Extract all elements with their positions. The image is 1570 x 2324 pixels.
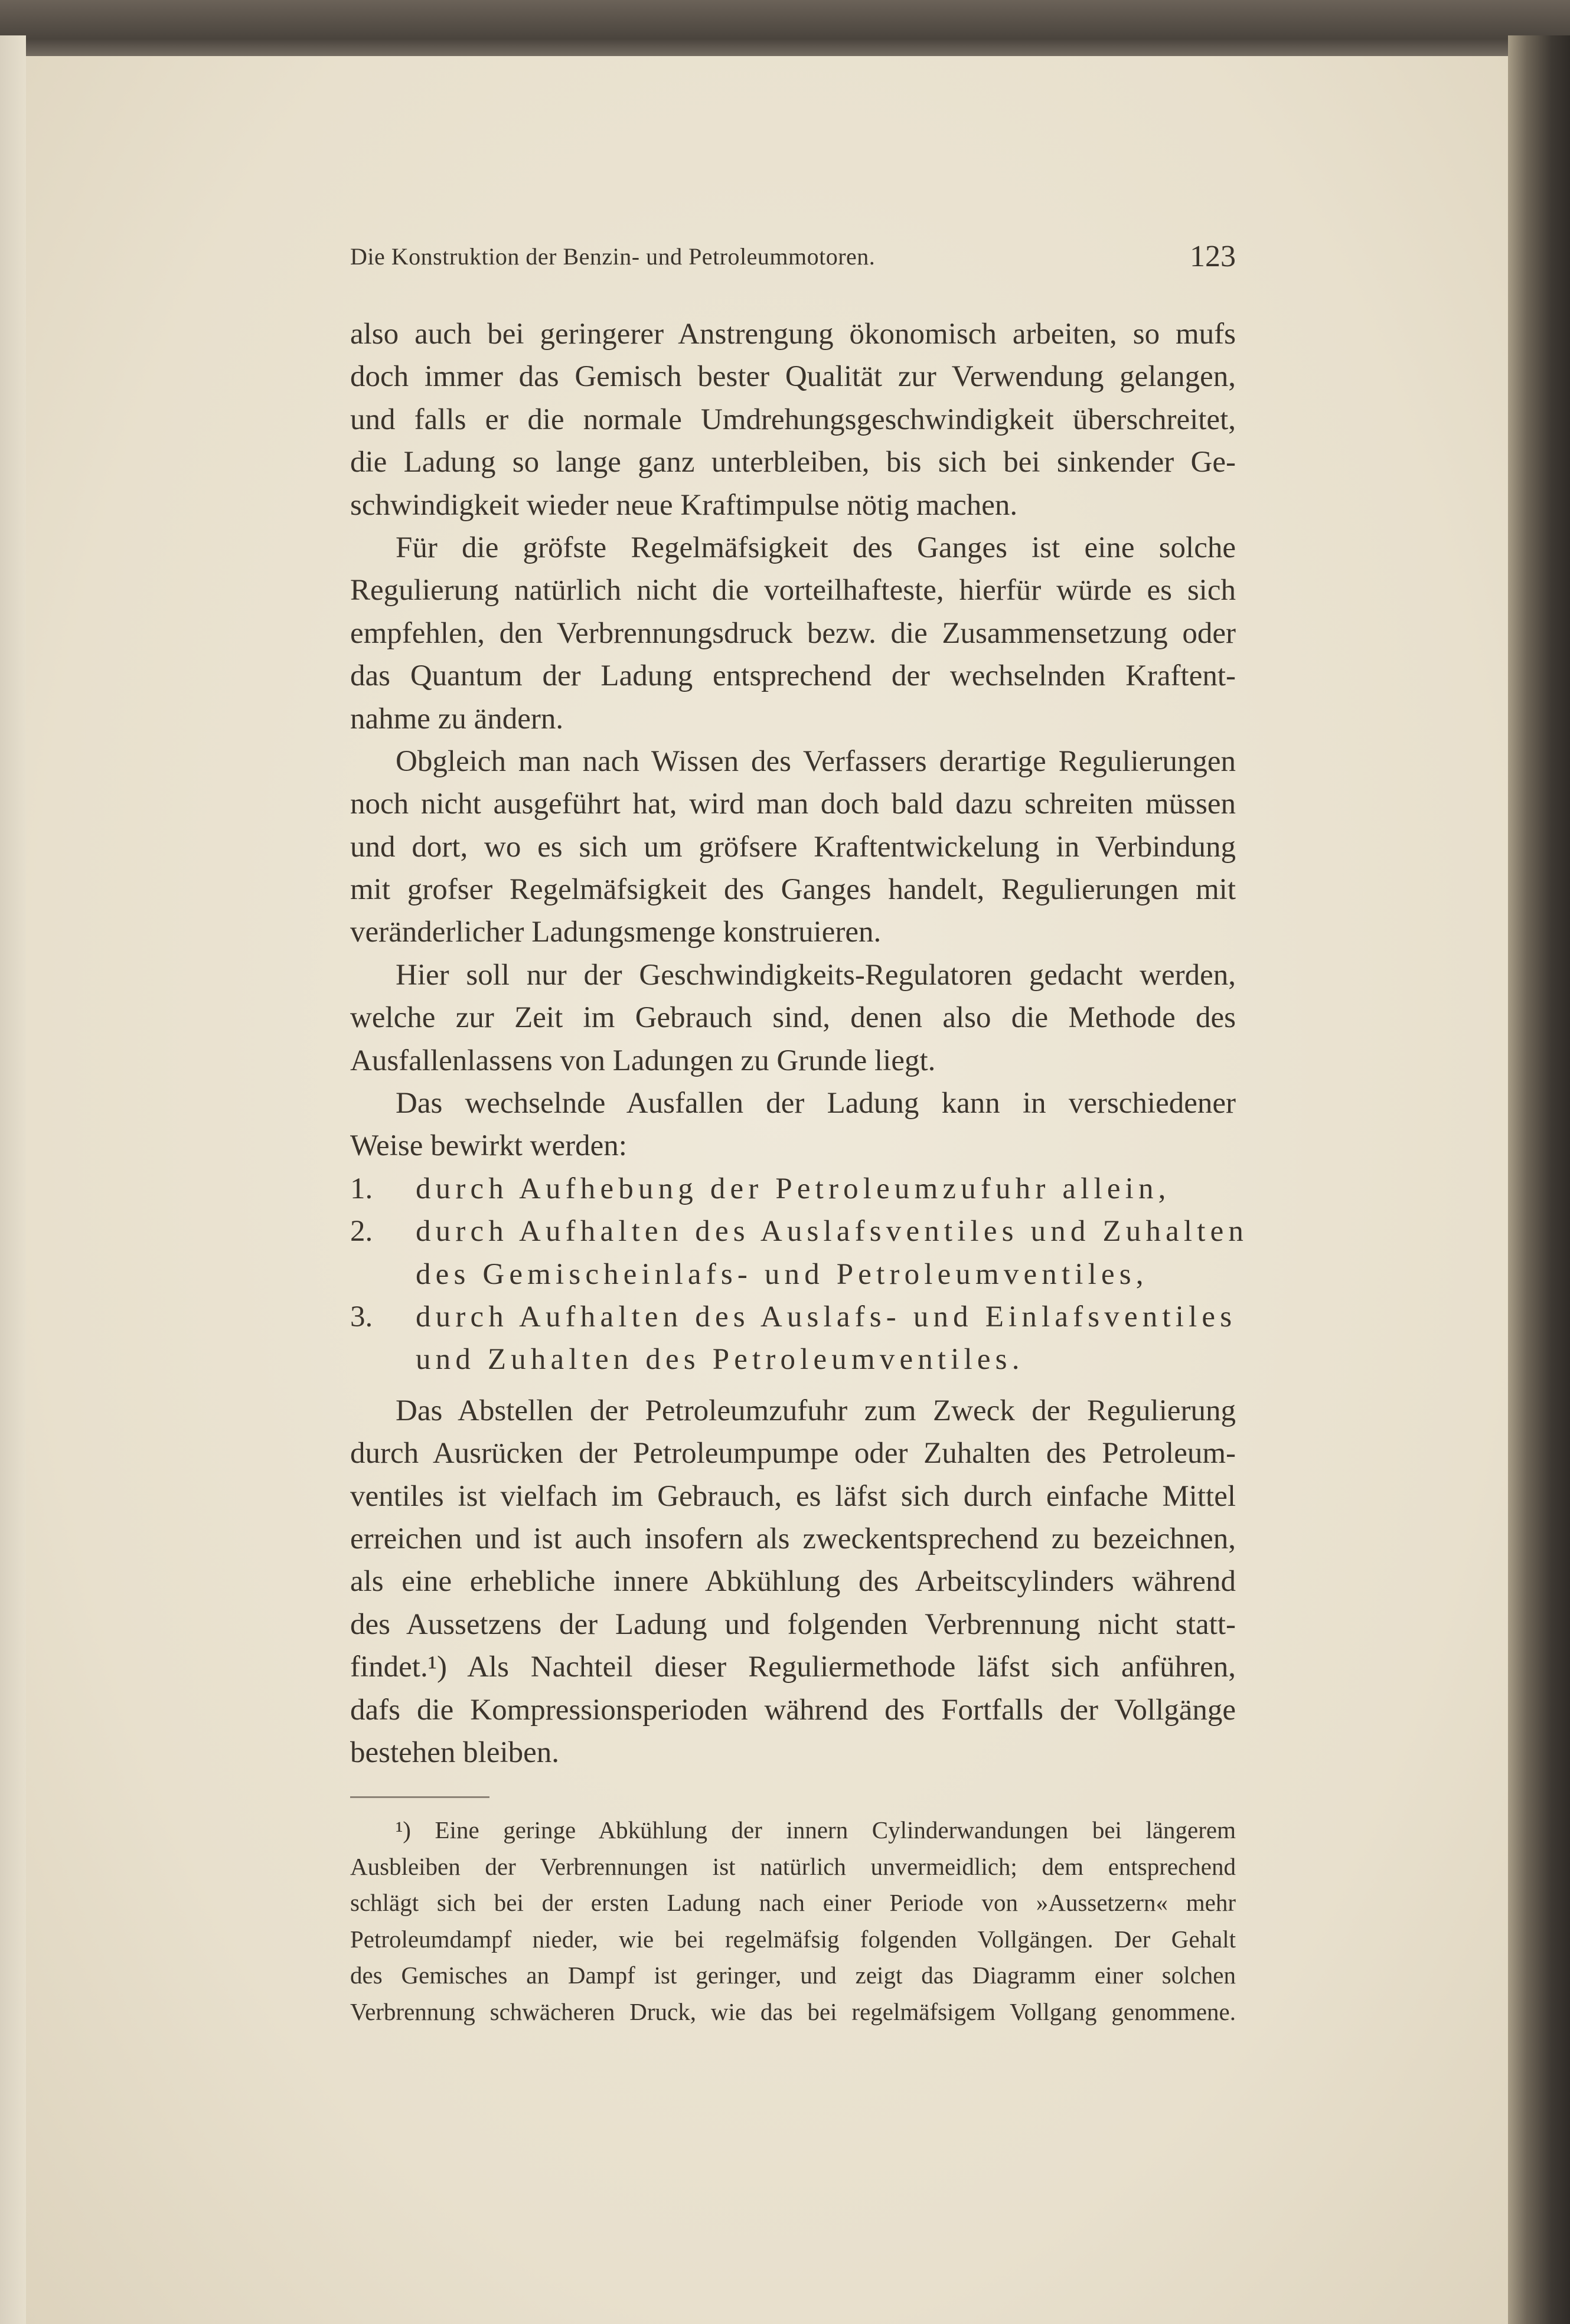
list-item-text: durch Aufhalten des Auslafs- und Einlafsventiles — [416, 1300, 1237, 1333]
text-line: erreichen und ist auch insofern als zweckentsprechend zu bezeichnen, — [350, 1522, 1236, 1555]
page-header — [350, 239, 1236, 274]
running-title: Die Konstruktion der Benzin- und Petroleummotoren. — [350, 243, 876, 270]
enumerated-list — [350, 1168, 1249, 1381]
footnote-line: schlägt sich bei der ersten Ladung nach einer Periode von »Aussetzern« mehr — [350, 1889, 1236, 1916]
text-line: die Ladung so lange ganz unterbleiben, bis sich bei sinkender Ge- — [350, 446, 1236, 479]
list-number: 3. — [350, 1300, 373, 1333]
list-item-text: durch Aufhebung der Petroleumzufuhr allein, — [416, 1172, 1171, 1205]
text-line: noch nicht ausgeführt hat, wird man doch bald dazu schreiten müssen — [350, 787, 1236, 821]
text-line: bestehen bleiben. — [350, 1735, 560, 1769]
book-spine-edge — [1508, 35, 1570, 2324]
text-line: schwindigkeit wieder neue Kraftimpulse nötig machen. — [350, 488, 1018, 522]
list-item — [350, 1210, 1249, 1253]
list-item — [350, 1296, 1236, 1338]
footnote-separator — [350, 1796, 489, 1798]
paragraph — [350, 740, 1236, 954]
text-line: Obgleich man nach Wissen des Verfassers derartige Regulierungen — [396, 744, 1236, 778]
paragraph — [350, 1390, 1236, 1774]
footnote-line: Verbrennung schwächeren Druck, wie das bei regelmäfsigem Vollgang genommene. — [350, 1998, 1236, 2025]
paragraph — [350, 527, 1236, 740]
text-line: Das Abstellen der Petroleumzufuhr zum Zweck der Regulierung — [396, 1394, 1236, 1427]
body-text — [350, 313, 1249, 1774]
text-line: findet.¹) Als Nachteil dieser Reguliermethode läfst sich anführen, — [350, 1650, 1236, 1684]
text-line: Für die gröfste Regelmäfsigkeit des Ganges ist eine solche — [396, 531, 1236, 564]
text-line: das Quantum der Ladung entsprechend der wechselnden Kraftent- — [350, 659, 1236, 693]
footnote-line: Petroleumdampf nieder, wie bei regelmäfsig folgenden Vollgängen. Der Gehalt — [350, 1925, 1236, 1953]
list-number: 2. — [350, 1215, 373, 1248]
text-line: Regulierung natürlich nicht die vorteilhafteste, hierfür würde es sich — [350, 574, 1236, 607]
text-line: mit grofser Regelmäfsigkeit des Ganges handelt, Regulierungen mit — [350, 873, 1236, 907]
text-line: Weise bewirkt werden: — [350, 1129, 627, 1163]
book-top-edge — [0, 0, 1570, 65]
text-line: doch immer das Gemisch bester Qualität zur Verwendung gelangen, — [350, 360, 1236, 394]
text-line: und falls er die normale Umdrehungsgeschwindigkeit überschreitet, — [350, 403, 1236, 436]
text-line: durch Ausrücken der Petroleumpumpe oder Zuhalten des Petroleum- — [350, 1437, 1236, 1470]
paragraph-gap — [350, 1381, 1236, 1390]
text-line: welche zur Zeit im Gebrauch sind, denen also die Methode des — [350, 1001, 1236, 1035]
text-line: ventiles ist vielfach im Gebrauch, es läfst sich durch einfache Mittel — [350, 1479, 1236, 1513]
list-item — [350, 1168, 1236, 1210]
text-line: veränderlicher Ladungsmenge konstruieren. — [350, 916, 882, 949]
text-line: des Aussetzens der Ladung und folgenden Verbrennung nicht statt- — [350, 1607, 1236, 1641]
footnote — [350, 1812, 1236, 2030]
paragraph — [350, 1082, 1236, 1168]
text-line: also auch bei geringerer Anstrengung ökonomisch arbeiten, so mufs — [350, 318, 1236, 351]
page-number: 123 — [1190, 240, 1236, 273]
text-line: nahme zu ändern. — [350, 702, 564, 736]
list-item-continuation: des Gemischeinlafs- und Petroleumventiles, — [416, 1257, 1148, 1291]
text-line: Das wechselnde Ausfallen der Ladung kann in verschiedener — [396, 1087, 1236, 1120]
paragraph — [350, 313, 1236, 527]
paragraph — [350, 954, 1236, 1082]
footnote-line: des Gemisches an Dampf ist geringer, und zeigt das Diagramm einer solchen — [350, 1962, 1236, 1989]
list-number: 1. — [350, 1172, 373, 1205]
text-line: Hier soll nur der Geschwindigkeits-Regulatoren gedacht werden, — [396, 958, 1236, 992]
text-line: Ausfallenlassens von Ladungen zu Grunde liegt. — [350, 1044, 936, 1077]
list-item-text: durch Aufhalten des Auslafsventiles und Zuhalten — [416, 1215, 1249, 1248]
footnote-line: ¹) Eine geringe Abkühlung der innern Cylinderwandungen bei längerem — [396, 1816, 1236, 1843]
footnote-line: Ausbleiben der Verbrennungen ist natürlich unvermeidlich; dem entsprechend — [350, 1852, 1236, 1880]
list-item-continuation: und Zuhalten des Petroleumventiles. — [416, 1343, 1024, 1377]
page-left-edge — [0, 35, 26, 2324]
text-line: empfehlen, den Verbrennungsdruck bezw. die Zusammensetzung oder — [350, 616, 1236, 650]
text-line: dafs die Kompressionsperioden während des Fortfalls der Vollgänge — [350, 1693, 1236, 1727]
text-line: und dort, wo es sich um gröfsere Kraftentwickelung in Verbindung — [350, 830, 1236, 864]
text-line: als eine erhebliche innere Abkühlung des Arbeitscylinders während — [350, 1565, 1236, 1599]
